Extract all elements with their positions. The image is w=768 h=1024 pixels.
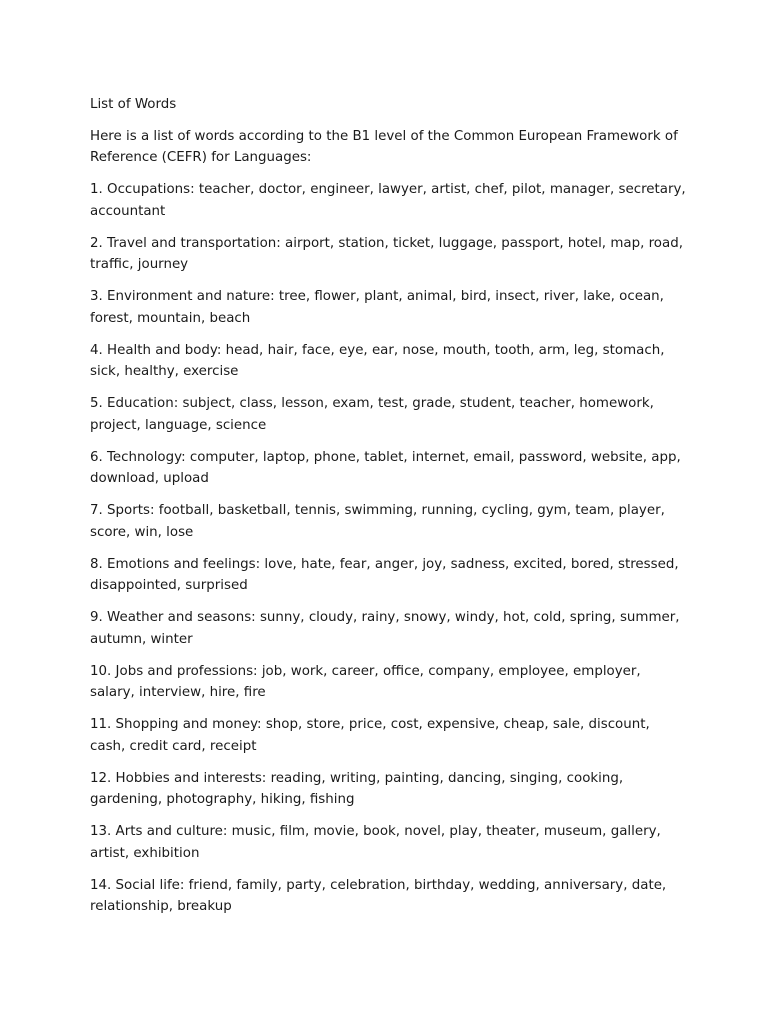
list-item: 3. Environment and nature: tree, flower, plant, animal, bird, insect, river, lake, ocean, forest, mountain, beach [90,289,664,326]
list-item: 11. Shopping and money: shop, store, price, cost, expensive, cheap, sale, discount, cash, credit card, receipt [90,717,650,754]
list-item: 10. Jobs and professions: job, work, career, office, company, employee, employer, salary, interview, hire, fire [90,663,641,700]
list-item: 12. Hobbies and interests: reading, writing, painting, dancing, singing, cooking, gardening, photography, hiking, fishing [90,770,624,807]
list-item: 5. Education: subject, class, lesson, exam, test, grade, student, teacher, homework, project, language, science [90,396,654,433]
list-item: 6. Technology: computer, laptop, phone, tablet, internet, email, password, website, app, download, upload [90,449,681,486]
list-item: 4. Health and body: head, hair, face, eye, ear, nose, mouth, tooth, arm, leg, stomach, sick, healthy, exercise [90,342,665,379]
list-item: 13. Arts and culture: music, film, movie, book, novel, play, theater, museum, gallery, artist, exhibition [90,824,661,861]
word-list [90,179,688,918]
list-item: 2. Travel and transportation: airport, station, ticket, luggage, passport, hotel, map, road, traffic, journey [90,235,683,272]
list-item: 8. Emotions and feelings: love, hate, fear, anger, joy, sadness, excited, bored, stressed, disappointed, surprised [90,556,679,593]
list-item: 14. Social life: friend, family, party, celebration, birthday, wedding, anniversary, date, relationship, breakup [90,877,667,914]
list-item: 9. Weather and seasons: sunny, cloudy, rainy, snowy, windy, hot, cold, spring, summer, autumn, winter [90,610,680,647]
list-item: 7. Sports: football, basketball, tennis, swimming, running, cycling, gym, team, player, score, win, lose [90,503,665,540]
document-intro: Here is a list of words according to the B1 level of the Common European Framework of Reference (CEFR) for Languages: [90,128,678,165]
list-item: 1. Occupations: teacher, doctor, engineer, lawyer, artist, chef, pilot, manager, secretary, accountant [90,182,686,219]
document-title: List of Words [90,97,177,112]
